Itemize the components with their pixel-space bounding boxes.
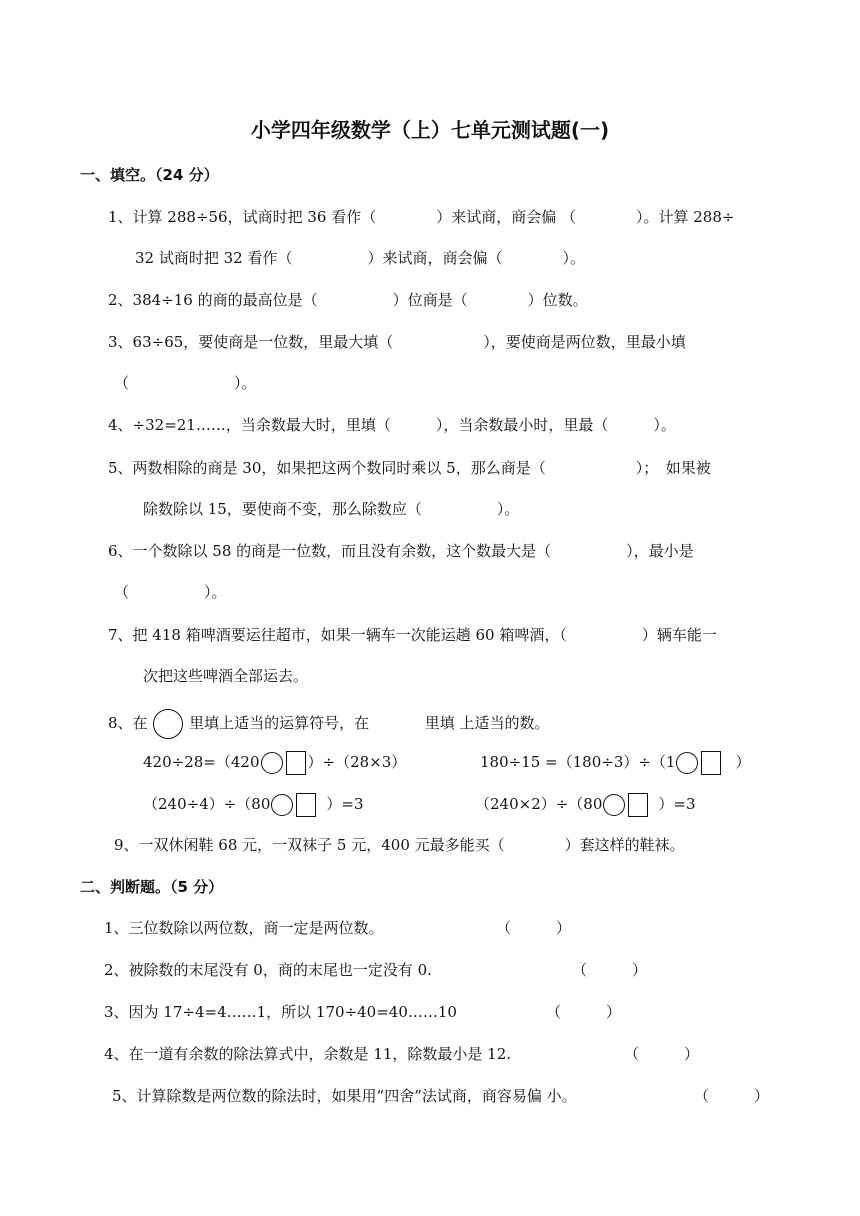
judge-item-4: 4、在一道有余数的除法算式中，余数是 11，除数最小是 12.: [104, 1045, 512, 1063]
question-8-expression-3: [143, 791, 364, 817]
section1-heading: 一、填空。（24 分）: [80, 166, 219, 184]
question-8-prefix: 8、在: [108, 714, 148, 732]
question-8-expression-2: [480, 749, 751, 775]
expression-3-start: （240÷4）÷（80: [143, 795, 271, 813]
expression-3-end: ）=3: [326, 795, 364, 813]
page-title: 小学四年级数学（上）七单元测试题(一): [250, 118, 610, 142]
question-8: [108, 708, 549, 739]
expression-4-start: （240×2）÷（80: [475, 795, 603, 813]
question-8-expression-4: [475, 791, 696, 817]
question-5-line-1: 5、两数相除的商是 30，如果把这两个数同时乘以 5，那么商是（ ）； 如果被: [108, 459, 711, 477]
circle-blank-icon: [153, 709, 183, 739]
question-3-line-1: 3、63÷65，要使商是一位数，里最大填（ ），要使商是两位数，里最小填: [108, 333, 686, 351]
question-6-line-2: （ ）。: [114, 583, 227, 601]
judge-item-3: 3、因为 17÷4=4……1，所以 170÷40=40……10: [104, 1003, 457, 1021]
question-1-line-2: 32 试商时把 32 看作（ ）来试商，商会偏（ ）。: [135, 249, 585, 267]
operator-circle-icon[interactable]: [271, 794, 293, 816]
number-box-icon[interactable]: [286, 751, 306, 775]
section2-heading: 二、判断题。（5 分）: [80, 878, 224, 896]
expression-2-end: ）: [735, 753, 751, 771]
question-8-middle: 里填上适当的运算符号，在: [189, 714, 370, 732]
question-9: 9、一双休闲鞋 68 元，一双袜子 5 元，400 元最多能买（ ）套这样的鞋袜。: [114, 836, 685, 854]
question-1-line-1: 1、计算 288÷56，试商时把 36 看作（ ）来试商，商会偏 （ ）。计算 288÷: [108, 208, 735, 226]
question-3-line-2: （ ）。: [114, 374, 257, 392]
operator-circle-icon[interactable]: [261, 752, 283, 774]
expression-2-start: 180÷15 =（180÷3）÷（1: [480, 753, 676, 771]
number-box-icon[interactable]: [701, 751, 721, 775]
expression-1-start: 420÷28=（420: [143, 753, 260, 771]
judge-item-2-answer-bracket[interactable]: （ ）: [572, 961, 648, 979]
judge-item-3-answer-bracket[interactable]: （ ）: [546, 1003, 622, 1021]
number-box-icon[interactable]: [628, 793, 648, 817]
expression-4-end: ）=3: [658, 795, 696, 813]
question-6-line-1: 6、一个数除以 58 的商是一位数，而且没有余数，这个数最大是（ ），最小是: [108, 542, 694, 560]
question-7-line-2: 次把这些啤酒全部运去。: [143, 667, 309, 685]
judge-item-1: 1、三位数除以两位数，商一定是两位数。: [104, 919, 384, 937]
operator-circle-icon[interactable]: [603, 794, 625, 816]
question-8-expression-1: [143, 749, 406, 775]
question-8-suffix: 里填 上适当的数。: [424, 714, 550, 732]
question-4: 4、÷32=21……，当余数最大时，里填（ ），当余数最小时，里最（ ）。: [108, 416, 676, 434]
operator-circle-icon[interactable]: [676, 752, 698, 774]
judge-item-1-answer-bracket[interactable]: （ ）: [496, 919, 572, 937]
judge-item-5-answer-bracket[interactable]: （ ）: [694, 1087, 770, 1105]
judge-item-2: 2、被除数的末尾没有 0，商的末尾也一定没有 0.: [104, 961, 432, 979]
judge-item-4-answer-bracket[interactable]: （ ）: [624, 1045, 700, 1063]
number-box-icon[interactable]: [296, 793, 316, 817]
expression-1-end: ）÷（28×3）: [307, 753, 407, 771]
question-7-line-1: 7、把 418 箱啤酒要运往超市，如果一辆车一次能运趟 60 箱啤酒，（ ）辆车能一: [108, 626, 717, 644]
question-5-line-2: 除数除以 15，要使商不变，那么除数应（ ）。: [143, 500, 520, 518]
question-2: 2、384÷16 的商的最高位是（ ）位商是（ ）位数。: [108, 291, 588, 309]
judge-item-5: 5、计算除数是两位数的除法时，如果用“四舍”法试商，商容易偏 小。: [112, 1087, 577, 1105]
